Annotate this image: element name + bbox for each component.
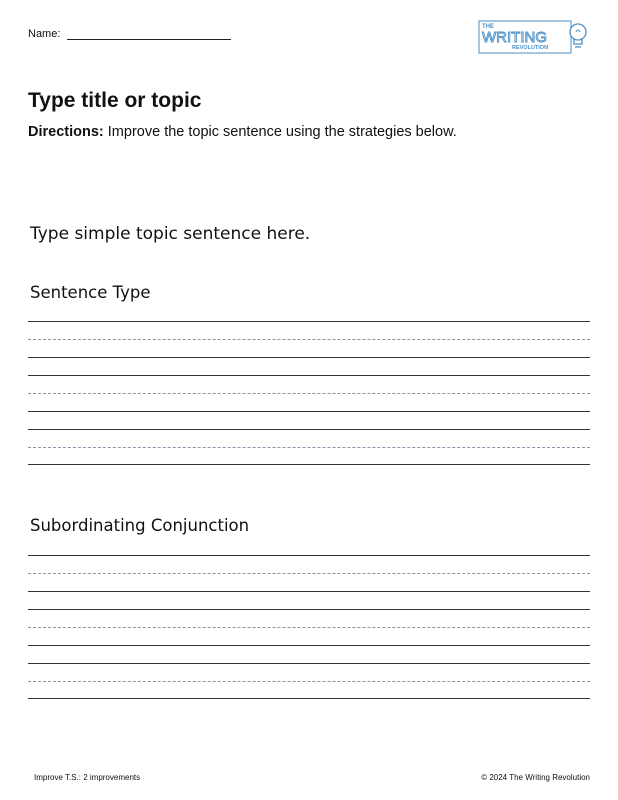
name-field-row	[28, 28, 231, 40]
svg-text:WRITING: WRITING	[482, 29, 547, 46]
svg-text:THE: THE	[482, 24, 494, 30]
writing-revolution-logo	[478, 18, 592, 56]
directions	[28, 124, 457, 140]
svg-text:REVOLUTION: REVOLUTION	[512, 45, 549, 51]
name-label: Name:	[28, 28, 61, 40]
simple-topic-sentence[interactable]: Type simple topic sentence here.	[30, 224, 311, 244]
footer-copyright: © 2024 The Writing Revolution	[481, 773, 590, 782]
section-label-subordinating-conjunction: Subordinating Conjunction	[30, 516, 250, 535]
lightbulb-icon	[570, 24, 586, 47]
section-label-sentence-type: Sentence Type	[30, 283, 151, 302]
footer-left-label: Improve T.S.: 2 improvements	[34, 773, 141, 782]
name-input-line[interactable]	[67, 28, 231, 40]
directions-text: Improve the topic sentence using the strategies below.	[107, 124, 457, 140]
directions-label: Directions:	[28, 124, 104, 140]
page-title[interactable]: Type title or topic	[28, 89, 202, 112]
